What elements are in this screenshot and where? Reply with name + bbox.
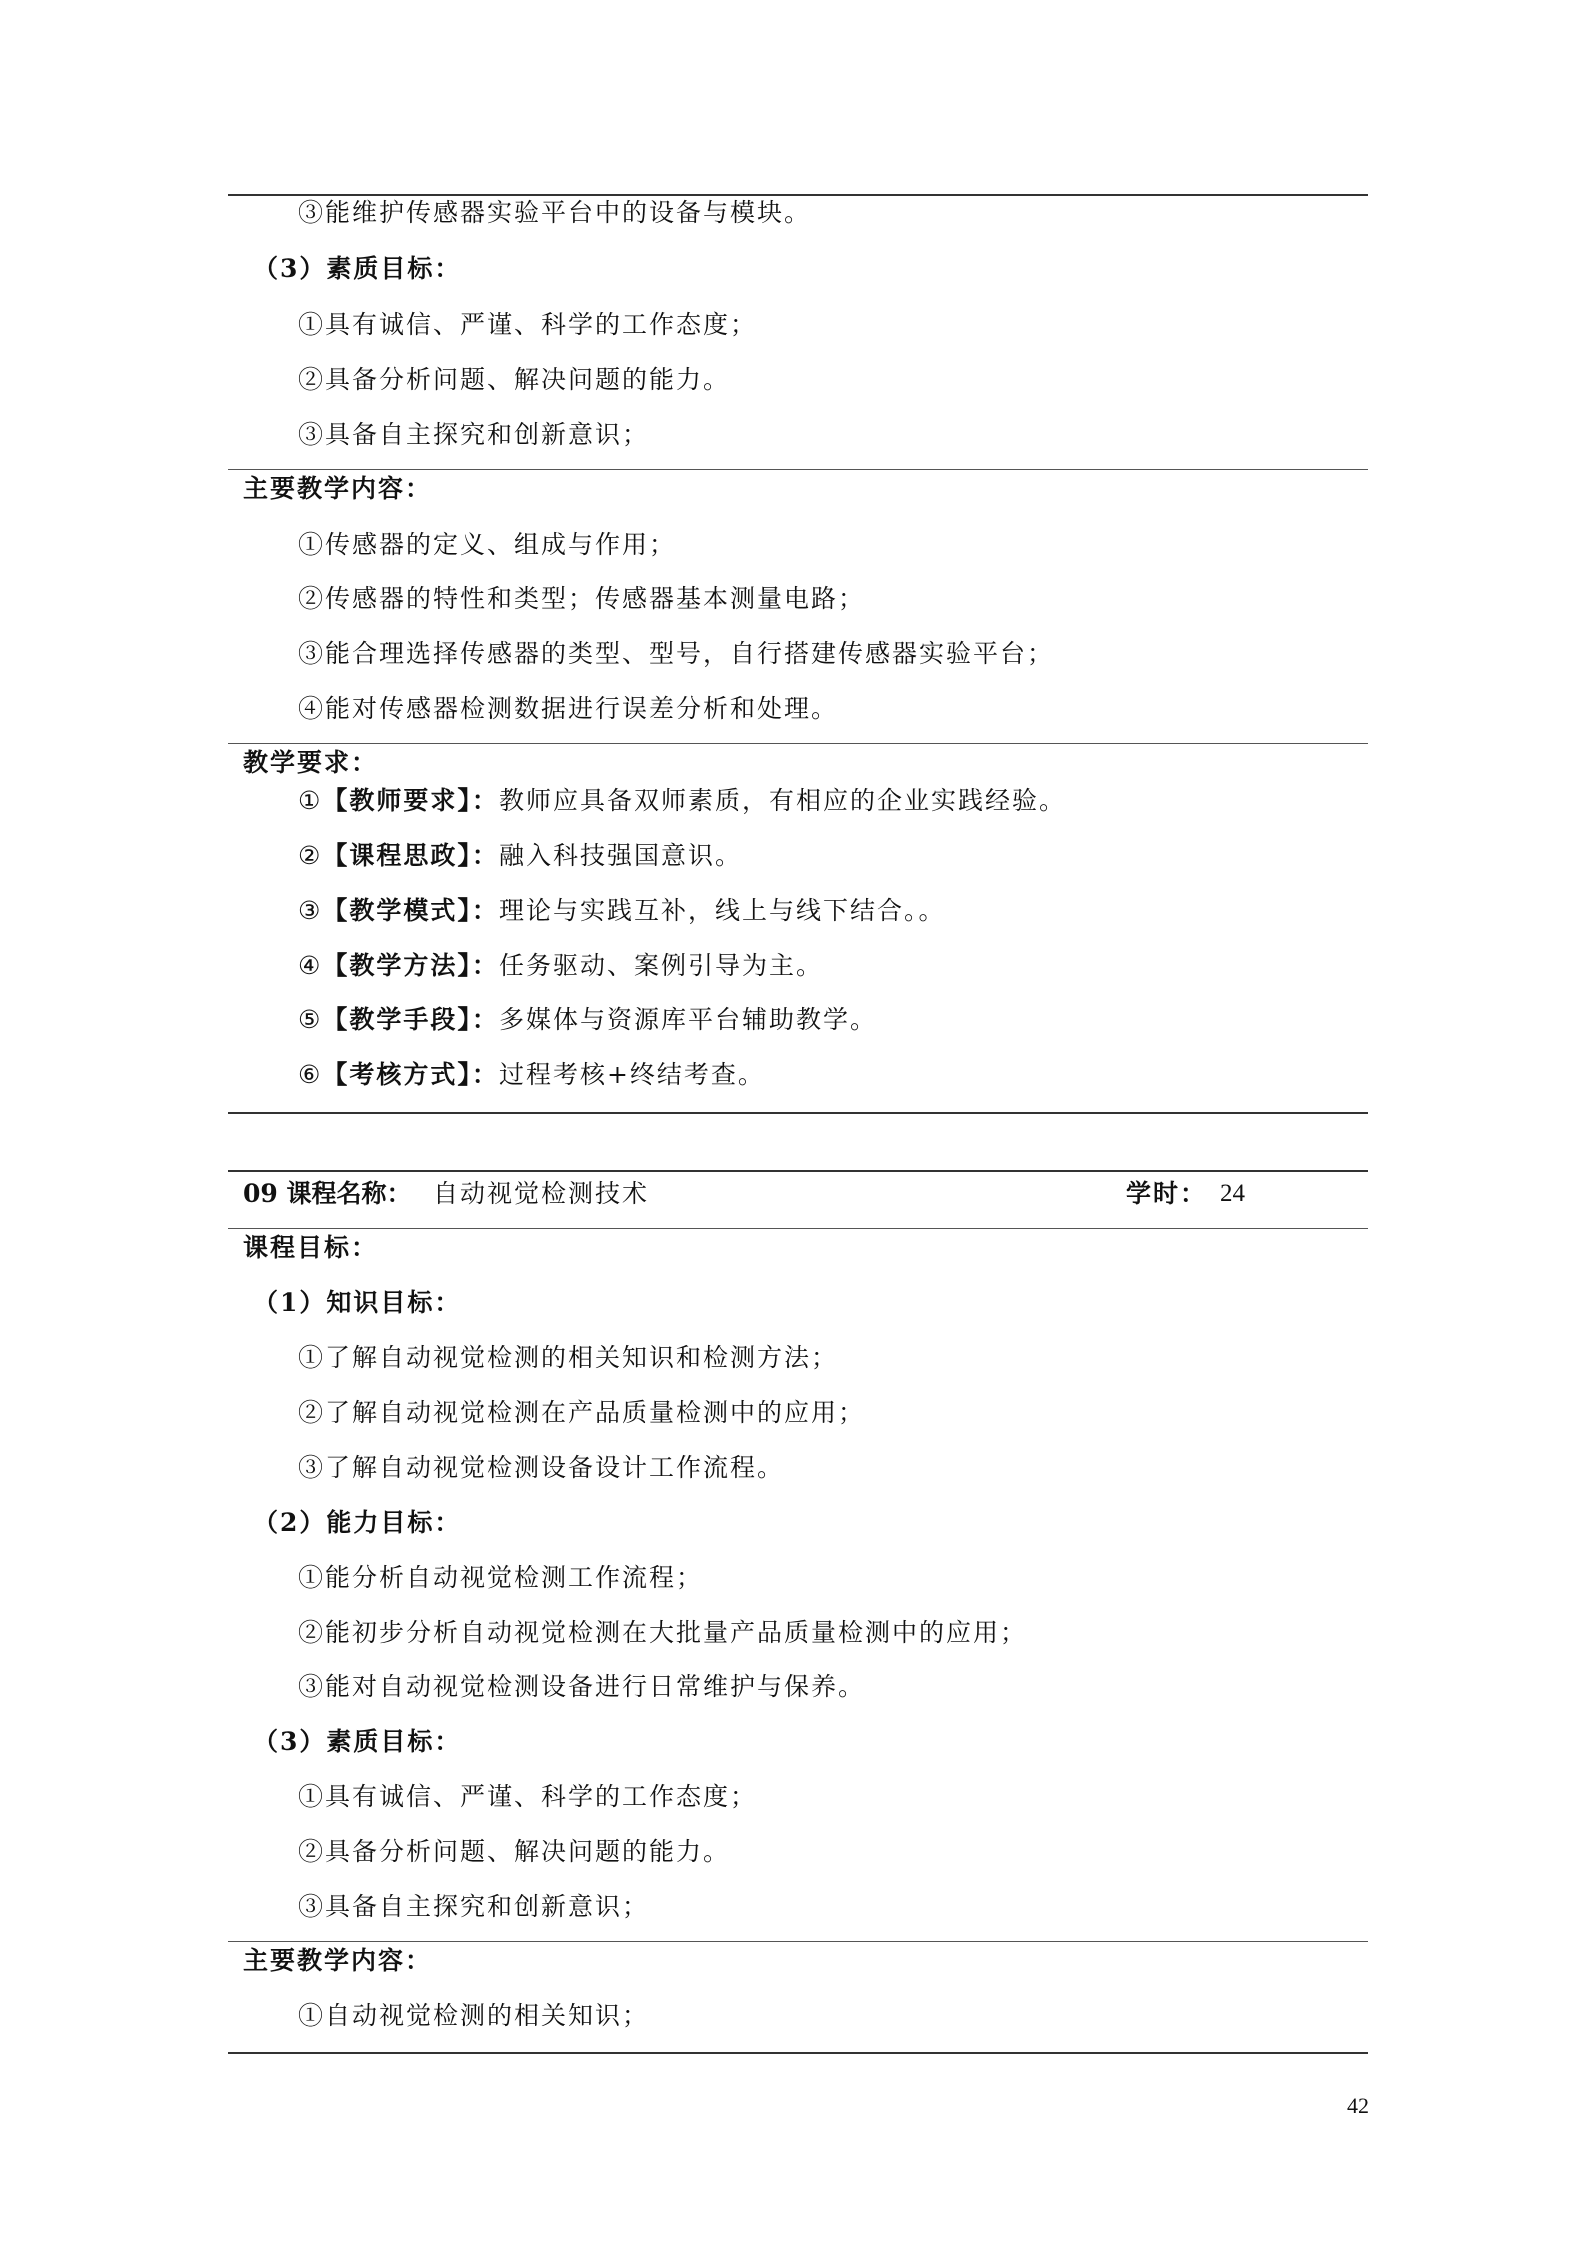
quality-item: ①具有诚信、严谨、科学的工作态度； xyxy=(298,1782,758,1811)
requirement-tag: 【教学模式】： xyxy=(322,896,499,925)
quality-item: ②具备分析问题、解决问题的能力。 xyxy=(298,1837,731,1866)
content-item: ④能对传感器检测数据进行误差分析和处理。 xyxy=(298,694,839,723)
top-rule xyxy=(228,194,1368,196)
quality-heading: （3）素质目标： xyxy=(253,1727,462,1756)
requirement-tag: 【教学手段】： xyxy=(322,1005,499,1034)
content-heading: 主要教学内容： xyxy=(243,474,433,503)
content-item: ①自动视觉检测的相关知识； xyxy=(298,2001,650,2030)
requirement-text: 教师应具备双师素质，有相应的企业实践经验。 xyxy=(498,786,1066,815)
requirement-item xyxy=(298,786,1066,816)
requirement-text: 多媒体与资源库平台辅助教学。 xyxy=(498,1005,877,1034)
ability-item: ②能初步分析自动视觉检测在大批量产品质量检测中的应用； xyxy=(298,1618,1028,1647)
knowledge-item: ①了解自动视觉检测的相关知识和检测方法； xyxy=(298,1343,839,1372)
requirements-heading: 教学要求： xyxy=(243,748,379,777)
quality-item: ③具备自主探究和创新意识； xyxy=(298,1892,650,1921)
section-rule xyxy=(228,1941,1368,1942)
content-heading: 主要教学内容： xyxy=(243,1946,433,1975)
course-hours-value: 24 xyxy=(1220,1180,1245,1207)
requirement-item xyxy=(298,841,742,871)
ability-heading: （2）能力目标： xyxy=(253,1508,462,1537)
table-top-rule xyxy=(228,1170,1368,1172)
table-bottom-rule xyxy=(228,1112,1368,1114)
content-item: ①传感器的定义、组成与作用； xyxy=(298,530,677,559)
quality-item: ②具备分析问题、解决问题的能力。 xyxy=(298,365,731,394)
page-bottom-rule xyxy=(228,2052,1368,2054)
requirement-number: ⑤ xyxy=(298,1005,323,1034)
requirement-item xyxy=(298,896,945,926)
requirement-number: ④ xyxy=(298,951,323,980)
knowledge-item: ③了解自动视觉检测设备设计工作流程。 xyxy=(298,1453,785,1482)
requirement-item xyxy=(298,1005,877,1035)
course-hours-label: 学时： xyxy=(1126,1179,1208,1208)
quality-item: ③具备自主探究和创新意识； xyxy=(298,420,650,449)
ability-item: ③能对自动视觉检测设备进行日常维护与保养。 xyxy=(298,1672,866,1701)
requirement-text: 理论与实践互补，线上与线下结合。。 xyxy=(498,896,946,925)
course-name-label: 09 课程名称： xyxy=(243,1179,412,1208)
requirement-text: 过程考核+终结考查。 xyxy=(498,1060,765,1089)
requirement-tag: 【教师要求】： xyxy=(322,786,499,815)
section-rule xyxy=(228,1228,1368,1229)
content-item: ②传感器的特性和类型；传感器基本测量电路； xyxy=(298,584,866,613)
requirement-number: ⑥ xyxy=(298,1060,323,1089)
requirement-text: 任务驱动、案例引导为主。 xyxy=(498,951,823,980)
knowledge-heading: （1）知识目标： xyxy=(253,1288,462,1317)
content-item: ③能合理选择传感器的类型、型号，自行搭建传感器实验平台； xyxy=(298,639,1055,668)
requirement-number: ① xyxy=(298,786,323,815)
course-name-value: 自动视觉检测技术 xyxy=(433,1179,650,1208)
requirement-tag: 【教学方法】： xyxy=(322,951,499,980)
goal-heading: 课程目标： xyxy=(243,1233,379,1262)
knowledge-item: ②了解自动视觉检测在产品质量检测中的应用； xyxy=(298,1398,866,1427)
requirement-item xyxy=(298,951,823,981)
ability-item: ①能分析自动视觉检测工作流程； xyxy=(298,1563,704,1592)
requirement-item xyxy=(298,1060,765,1090)
requirement-number: ② xyxy=(298,841,323,870)
requirement-text: 融入科技强国意识。 xyxy=(498,841,742,870)
requirement-number: ③ xyxy=(298,896,323,925)
course-header-row xyxy=(243,1177,1363,1211)
requirement-tag: 【考核方式】： xyxy=(322,1060,499,1089)
quality-item: ①具有诚信、严谨、科学的工作态度； xyxy=(298,310,758,339)
page-number: 42 xyxy=(1347,2093,1369,2118)
section-rule xyxy=(228,469,1368,470)
ability-item: ③能维护传感器实验平台中的设备与模块。 xyxy=(298,198,812,227)
section-rule xyxy=(228,743,1368,744)
requirement-tag: 【课程思政】： xyxy=(322,841,499,870)
quality-heading: （3）素质目标： xyxy=(253,254,462,283)
